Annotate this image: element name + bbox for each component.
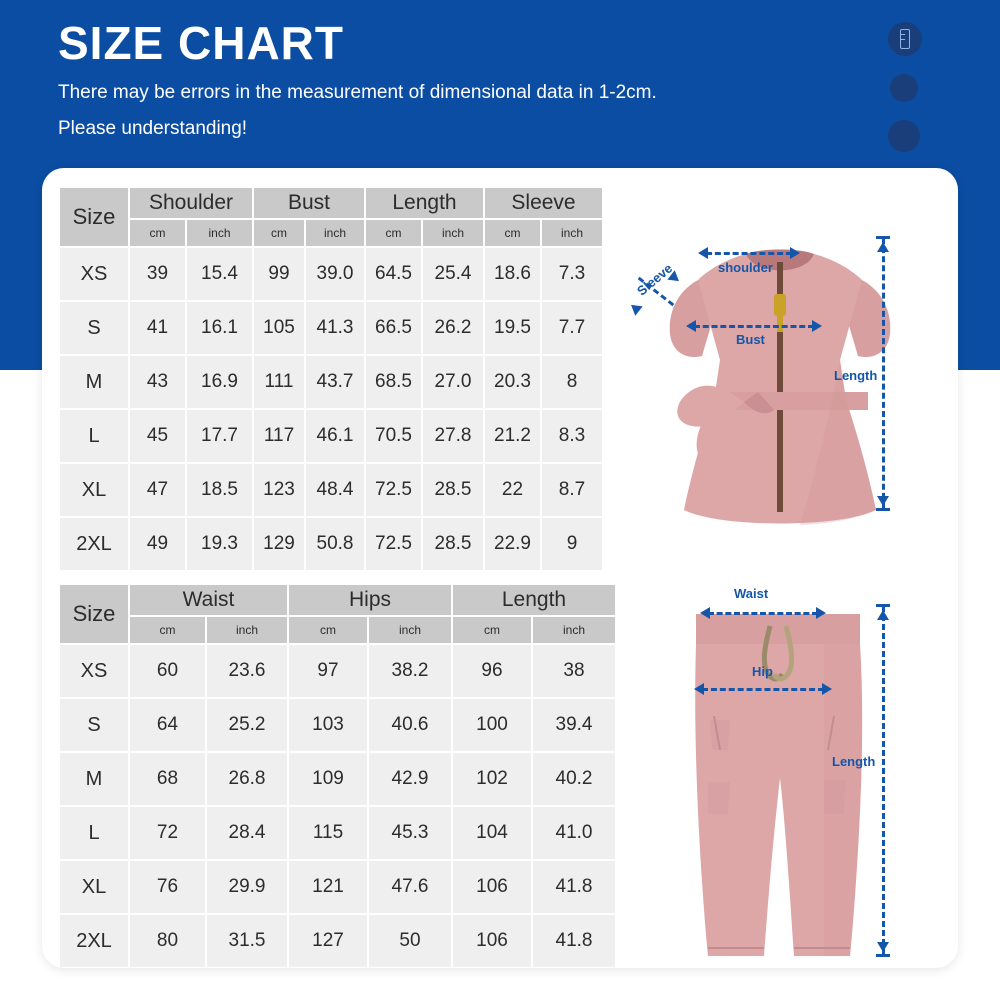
row-size: XL [60,861,128,913]
unit-length-inch: inch [423,220,483,246]
table-row [60,248,602,300]
length-cap-bottom [876,508,890,511]
cell-value: 49 [130,518,185,570]
table-row [60,645,615,697]
pants-length-measure-line [882,606,885,954]
unit-sleeve-inch: inch [542,220,602,246]
cell-value: 104 [453,807,531,859]
cell-value: 99 [254,248,304,300]
column-header-size: Size [60,188,128,246]
header-note-line-2: Please understanding! [58,118,248,139]
cell-value: 25.2 [207,699,287,751]
cell-value: 72.5 [366,464,421,516]
unit-bust-inch: inch [306,220,364,246]
cell-value: 48.4 [306,464,364,516]
length-arrow-down [877,496,889,506]
unit-hips-cm: cm [289,617,367,643]
cell-value: 41.8 [533,861,615,913]
waist-measure-line [708,612,818,615]
table-row [60,861,615,913]
row-size: XS [60,645,128,697]
row-size: M [60,753,128,805]
pants-length-arrow-down [877,942,889,952]
table-row [60,356,602,408]
table-unit-row [60,617,615,643]
cell-value: 25.4 [423,248,483,300]
cell-value: 17.7 [187,410,252,462]
cell-value: 70.5 [366,410,421,462]
bust-arrow-left [686,320,696,332]
column-header-size: Size [60,585,128,643]
column-group-shoulder: Shoulder [130,188,252,218]
cell-value: 16.1 [187,302,252,354]
cell-value: 109 [289,753,367,805]
cell-value: 8.3 [542,410,602,462]
cell-value: 21.2 [485,410,540,462]
cell-value: 100 [453,699,531,751]
cell-value: 27.8 [423,410,483,462]
cell-value: 64.5 [366,248,421,300]
cell-value: 28.5 [423,464,483,516]
cell-value: 19.5 [485,302,540,354]
cell-value: 43.7 [306,356,364,408]
unit-length-cm: cm [453,617,531,643]
cell-value: 28.4 [207,807,287,859]
cell-value: 39 [130,248,185,300]
cell-value: 66.5 [366,302,421,354]
row-size: S [60,302,128,354]
cell-value: 72.5 [366,518,421,570]
length-cap-top [876,236,890,239]
row-size: S [60,699,128,751]
column-group-length: Length [366,188,483,218]
cell-value: 105 [254,302,304,354]
column-group-bust: Bust [254,188,364,218]
pants-length-cap-top [876,604,890,607]
bust-arrow-right [812,320,822,332]
cell-value: 68 [130,753,205,805]
cell-value: 106 [453,861,531,913]
table-row [60,410,602,462]
unit-length-inch: inch [533,617,615,643]
waist-arrow-right [816,607,826,619]
row-size: XL [60,464,128,516]
cell-value: 38.2 [369,645,451,697]
table-row [60,807,615,859]
column-group-hips: Hips [289,585,451,615]
pants-length-cap-bottom [876,954,890,957]
cell-value: 41.8 [533,915,615,967]
shoulder-arrow-right [790,247,800,259]
row-size: M [60,356,128,408]
cell-value: 40.2 [533,753,615,805]
cell-value: 96 [453,645,531,697]
cell-value: 80 [130,915,205,967]
scrub-pants-image [674,600,894,970]
unit-shoulder-cm: cm [130,220,185,246]
row-size: 2XL [60,915,128,967]
dot-icon [888,120,920,152]
cell-value: 29.9 [207,861,287,913]
cell-value: 41.3 [306,302,364,354]
cell-value: 45 [130,410,185,462]
cell-value: 46.1 [306,410,364,462]
row-size: L [60,410,128,462]
cell-value: 39.4 [533,699,615,751]
cell-value: 64 [130,699,205,751]
cell-value: 106 [453,915,531,967]
cell-value: 39.0 [306,248,364,300]
table-row [60,699,615,751]
row-size: L [60,807,128,859]
length-measure-line [882,238,885,508]
cell-value: 47 [130,464,185,516]
cell-value: 103 [289,699,367,751]
page-title: SIZE CHART [58,17,344,69]
cell-value: 8.7 [542,464,602,516]
cell-value: 72 [130,807,205,859]
cell-value: 40.6 [369,699,451,751]
row-size: XS [60,248,128,300]
cell-value: 121 [289,861,367,913]
cell-value: 76 [130,861,205,913]
label-shoulder: shoulder [718,260,773,275]
label-waist: Waist [734,586,769,601]
shoulder-measure-line [706,252,792,255]
cell-value: 15.4 [187,248,252,300]
hip-arrow-right [822,683,832,695]
cell-value: 22.9 [485,518,540,570]
cell-value: 19.3 [187,518,252,570]
cell-value: 41.0 [533,807,615,859]
cell-value: 8 [542,356,602,408]
cell-value: 18.6 [485,248,540,300]
label-hip: Hip [752,664,773,679]
cell-value: 60 [130,645,205,697]
cell-value: 68.5 [366,356,421,408]
table-header-row [60,585,615,615]
cell-value: 41 [130,302,185,354]
waist-arrow-left [700,607,710,619]
cell-value: 18.5 [187,464,252,516]
hip-measure-line [702,688,824,691]
cell-value: 38 [533,645,615,697]
cell-value: 50.8 [306,518,364,570]
label-pants-length: Length [832,754,876,769]
unit-waist-cm: cm [130,617,205,643]
column-group-sleeve: Sleeve [485,188,602,218]
row-size: 2XL [60,518,128,570]
cell-value: 16.9 [187,356,252,408]
cell-value: 43 [130,356,185,408]
hip-arrow-left [694,683,704,695]
ruler-icon [888,22,922,56]
scrub-top-diagram [630,190,960,550]
cell-value: 7.7 [542,302,602,354]
label-length: Length [834,368,878,383]
cell-value: 20.3 [485,356,540,408]
cell-value: 7.3 [542,248,602,300]
cell-value: 26.2 [423,302,483,354]
cell-value: 97 [289,645,367,697]
cell-value: 50 [369,915,451,967]
cell-value: 9 [542,518,602,570]
unit-sleeve-cm: cm [485,220,540,246]
table-header-row [60,188,602,218]
shoulder-arrow-left [698,247,708,259]
cell-value: 47.6 [369,861,451,913]
cell-value: 45.3 [369,807,451,859]
cell-value: 102 [453,753,531,805]
length-arrow-up [877,242,889,252]
unit-shoulder-inch: inch [187,220,252,246]
label-bust: Bust [736,332,765,347]
cell-value: 127 [289,915,367,967]
table-row [60,302,602,354]
table-row [60,753,615,805]
bust-measure-line [694,325,814,328]
table-row [60,915,615,967]
column-group-length: Length [453,585,615,615]
cell-value: 22 [485,464,540,516]
dot-icon [890,74,918,102]
unit-length-cm: cm [366,220,421,246]
cell-value: 27.0 [423,356,483,408]
cell-value: 123 [254,464,304,516]
header-note-line-1: There may be errors in the measurement of dimensional data in 1-2cm. [58,82,657,103]
cell-value: 26.8 [207,753,287,805]
cell-value: 31.5 [207,915,287,967]
table-unit-row [60,220,602,246]
bottom-size-table [58,583,617,969]
label-sleeve: Sleeve [633,260,676,299]
cell-value: 115 [289,807,367,859]
column-group-waist: Waist [130,585,287,615]
pants-length-arrow-up [877,610,889,620]
unit-waist-inch: inch [207,617,287,643]
cell-value: 28.5 [423,518,483,570]
table-row [60,464,602,516]
unit-bust-cm: cm [254,220,304,246]
scrub-pants-diagram [660,578,960,978]
cell-value: 111 [254,356,304,408]
cell-value: 117 [254,410,304,462]
cell-value: 23.6 [207,645,287,697]
cell-value: 129 [254,518,304,570]
cell-value: 42.9 [369,753,451,805]
table-row [60,518,602,570]
unit-hips-inch: inch [369,617,451,643]
top-size-table [58,186,604,572]
